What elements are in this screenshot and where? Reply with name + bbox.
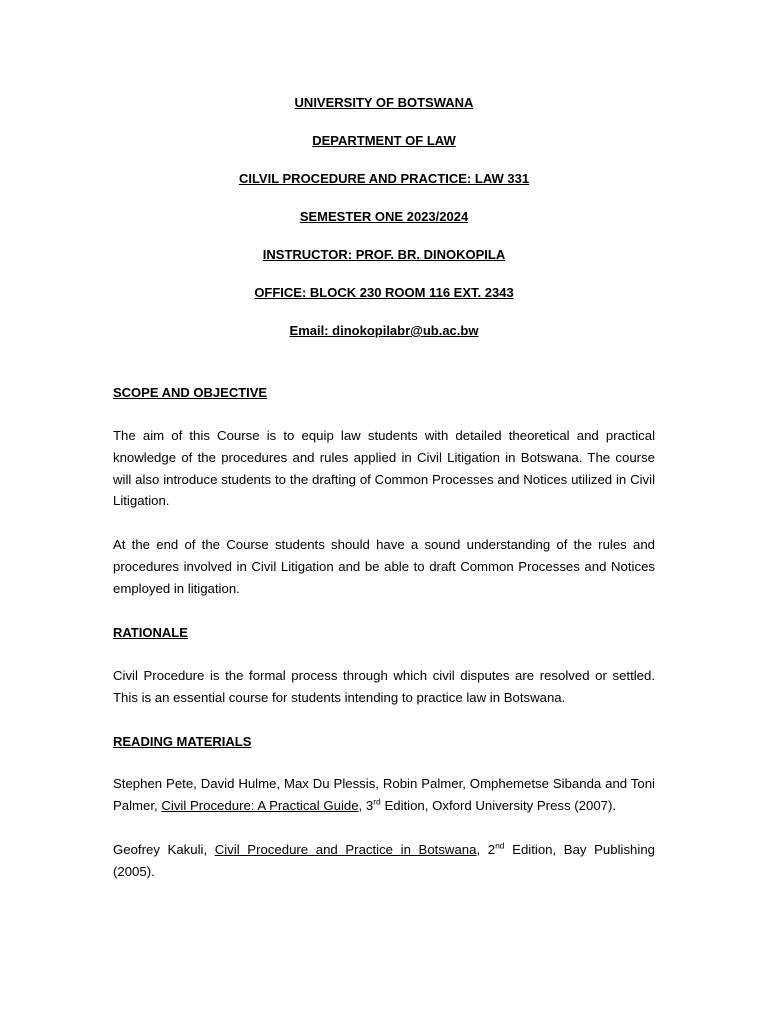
rationale-paragraph: Civil Procedure is the formal process through which civil disputes are resolved or settled. This is an essential course for students intending to practice law in Botswana. — [113, 668, 655, 705]
email-line: Email: dinokopilabr@ub.ac.bw — [289, 323, 479, 338]
reading-item: Stephen Pete, David Hulme, Max Du Plessis, Robin Palmer, Omphemetse Sibanda and Toni Palmer, Civil Procedure: A Practical Guide, 3rd Edition, Oxford University Press (2007). — [113, 776, 655, 813]
scope-paragraph-1: The aim of this Course is to equip law students with detailed theoretical and practical knowledge of the procedures and rules applied in Civil Litigation in Botswana. The course will also introduce students to the drafting of Common Processes and Notices utilized in Civil Litigation. — [113, 428, 655, 509]
course-title: CILVIL PROCEDURE AND PRACTICE: LAW 331 — [238, 171, 530, 186]
scope-paragraph-2: At the end of the Course students should have a sound understanding of the rules and procedures involved in Civil Litigation and be able to draft Common Processes and Notices employed in litigation. — [113, 537, 655, 596]
book-title: Civil Procedure: A Practical Guide — [161, 797, 359, 813]
scope-heading: SCOPE AND OBJECTIVE — [113, 385, 268, 400]
instructor-line: INSTRUCTOR: PROF. BR. DINOKOPILA — [262, 247, 506, 262]
rationale-heading: RATIONALE — [113, 625, 188, 640]
reading-heading: READING MATERIALS — [113, 734, 252, 749]
book-title: Civil Procedure and Practice in Botswana — [214, 842, 477, 857]
office-line: OFFICE: BLOCK 230 ROOM 116 EXT. 2343 — [254, 285, 514, 300]
university-title: UNIVERSITY OF BOTSWANA — [294, 95, 474, 110]
semester-line: SEMESTER ONE 2023/2024 — [299, 209, 469, 224]
reading-item: Geofrey Kakuli, Civil Procedure and Practice in Botswana, 2nd Edition, Bay Publishing (2005). — [113, 840, 655, 879]
department-title: DEPARTMENT OF LAW — [312, 133, 456, 148]
